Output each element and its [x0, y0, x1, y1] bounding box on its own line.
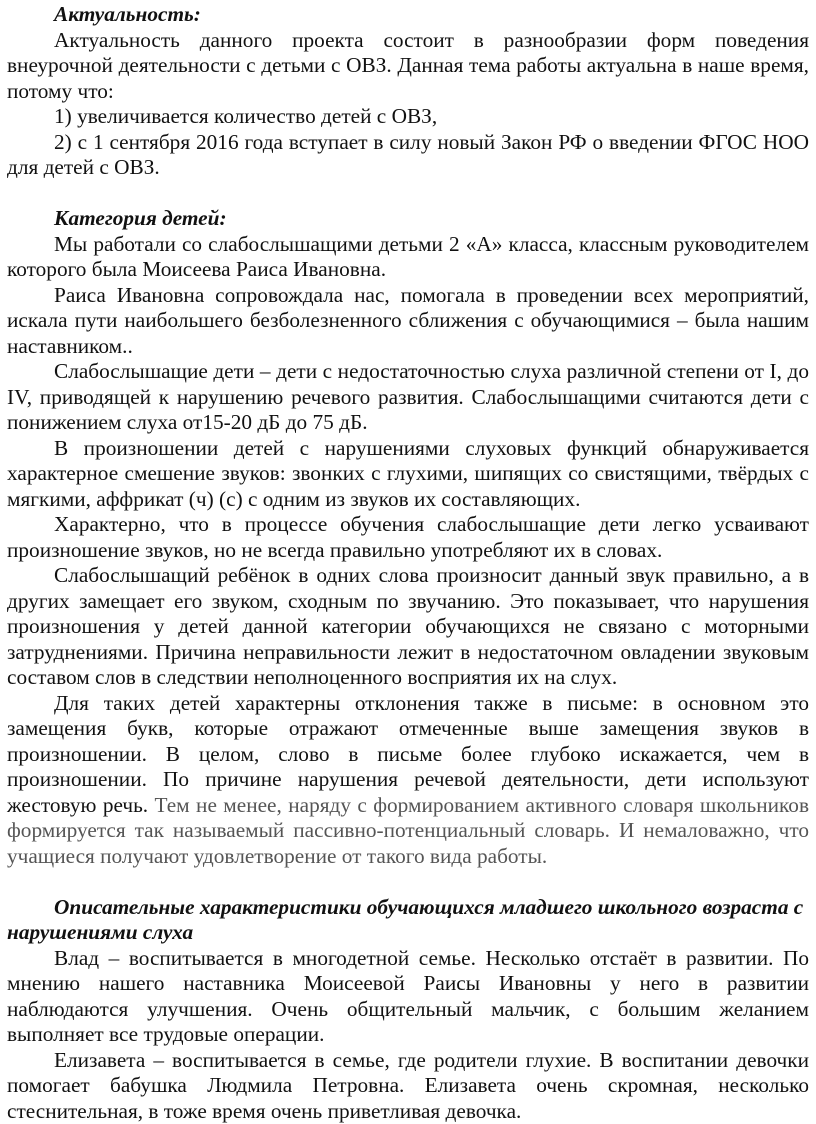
category-heading: Категория детей: — [7, 206, 809, 232]
description-elizaveta: Елизавета – воспитывается в семье, где родители глухие. В воспитании девочки помогает бабушка Людмила Петровна. Елизавета очень скромная, несколько стеснительная, в тоже время очень приветливая девочка. — [7, 1048, 809, 1124]
category-paragraph-1: Мы работали со слабослышащими детьми 2 «А» класса, классным руководителем которого была Моисеева Раиса Ивановна. — [7, 232, 809, 283]
category-paragraph-4: В произношении детей с нарушениями слуховых функций обнаруживается характерное смешение звуков: звонких с глухими, шипящих со свистящими, твёрдых с мягкими, аффрикат (ч) (с) с одним из звуков их составляющих. — [7, 436, 809, 513]
relevance-heading: Актуальность: — [7, 2, 809, 28]
section-gap — [7, 869, 809, 895]
descriptions-heading: Описательные характеристики обучающихся младшего школьного возраста с нарушениями слуха — [7, 895, 809, 946]
section-gap — [7, 181, 809, 207]
category-paragraph-6: Слабослышащий ребёнок в одних слова произносит данный звук правильно, а в других замещает его звуком, сходным по звучанию. Это показывает, что нарушения произношения у детей данной категории обучающихся не связано с моторными затруднениями. Причина неправильности лежит в недостаточном овладении звуковым составом слов в следствии неполноценного восприятия их на слух. — [7, 563, 809, 691]
category-paragraph-7-main: Для таких детей характерны отклонения также в письме: в основном это замещения букв, которые отражают отмеченные выше замещения звуков в произношении. В целом, слово в письме более глубоко искажается, чем в произношении. По причине нарушения речевой деятельности, дети используют жестовую речь. — [7, 691, 809, 817]
category-paragraph-3: Слабослышащие дети – дети с недостаточностью слуха различной степени от I, до IV, приводящей к нарушению речевого развития. Слабослышащими считаются дети с понижением слуха от15-20 дБ до 75 дБ. — [7, 359, 809, 436]
relevance-item-2: 2) с 1 сентября 2016 года вступает в силу новый Закон РФ о введении ФГОС НОО для детей с ОВЗ. — [7, 130, 809, 181]
category-paragraph-7-gray: Тем не менее, наряду с формированием активного словаря школьников формируется так называемый пассивно-потенциальный словарь. И немаловажно, что учащиеся получают удовлетворение от такого вида работы. — [7, 793, 809, 868]
document-page — [7, 2, 809, 1124]
category-paragraph-7 — [7, 691, 809, 870]
relevance-intro: Актуальность данного проекта состоит в разнообразии форм поведения внеурочной деятельности с детьми с ОВЗ. Данная тема работы актуальна в наше время, потому что: — [7, 28, 809, 105]
relevance-item-1: 1) увеличивается количество детей с ОВЗ, — [7, 104, 809, 130]
category-paragraph-2: Раиса Ивановна сопровождала нас, помогала в проведении всех мероприятий, искала пути наибольшего безболезненного сближения с обучающимися – была нашим наставником.. — [7, 283, 809, 360]
description-vlad: Влад – воспитывается в многодетной семье. Несколько отстаёт в развитии. По мнению нашего наставника Моисеевой Раисы Ивановны у него в развитии наблюдаются улучшения. Очень общительный мальчик, с большим желанием выполняет все трудовые операции. — [7, 946, 809, 1048]
category-paragraph-5: Характерно, что в процессе обучения слабослышащие дети легко усваивают произношение звуков, но не всегда правильно употребляют их в словах. — [7, 512, 809, 563]
